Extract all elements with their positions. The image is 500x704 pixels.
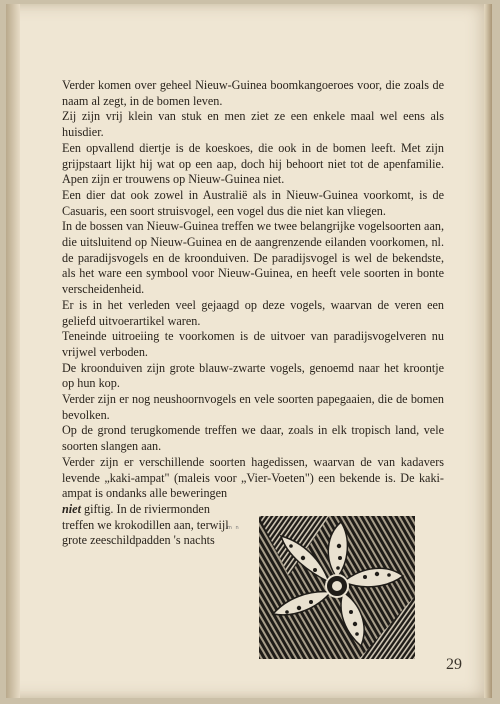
page-spine-shadow xyxy=(6,4,20,698)
paragraph: Een dier dat ook zowel in Australië als in Nieuw-Guinea voorkomt, is de Casuaris, een soort struisvogel, een vogel dus die niet kan vliegen. xyxy=(62,187,444,218)
emphasis-word: niet xyxy=(62,501,81,516)
paragraph: Teneinde uitroeiing te voorkomen is de uitvoer van paradijsvogelveren nu vrijwel verboden. xyxy=(62,329,444,359)
final-paragraph-start: Verder zijn er verschillende soorten hagedissen, waarvan de van kadavers levende „kaki-ampat" (maleis voor „Vier-Voeten") een bekende is. De kaki-ampat is ondanks alle beweringen xyxy=(62,454,444,501)
paragraph: In de bossen van Nieuw-Guinea treffen we twee belangrijke vogelsoorten aan, die uitsluitend op Nieuw-Guinea en de aangrenzende eilanden voorkomen, nl. de paradijsvogels en de kroonduiven. De paradijsvogel is wel de bekendste, als het ware een symbool voor Nieuw-Guinea, en heeft vele soorten in bonte verscheidenheid. xyxy=(62,219,444,297)
paragraph: Een opvallend diertje is de koeskoes, die ook in de bomen leeft. Met zijn grijpstaart lijkt hij wat op een aap, doch hij behoort niet tot de apenfamilie. Apen zijn er trouwens op Nieuw-Guinea niet. xyxy=(62,140,444,187)
paragraph: De kroonduiven zijn grote blauw-zwarte vogels, genoemd naar het kroontje op hun kop. xyxy=(62,360,444,391)
paragraph: Verder komen over geheel Nieuw-Guinea boomkangoeroes voor, die zoals de naam al zegt, in de bomen leven. xyxy=(62,78,444,108)
paragraph: Op de grond terugkomende treffen we daar, zoals in elk tropisch land, vele soorten slangen aan. xyxy=(62,423,444,454)
woodcut-flower-illustration xyxy=(259,516,415,659)
final-paragraph-rest: giftig. In de riviermonden treffen we krokodillen aan, terwijl grote zeeschildpadden 's nachts xyxy=(62,501,229,548)
printer-mark: m n xyxy=(227,525,240,531)
page-edge xyxy=(484,4,492,698)
page-number: 29 xyxy=(446,656,462,673)
final-paragraph-end xyxy=(62,502,230,549)
paragraph: Er is in het verleden veel gejaagd op deze vogels, waarvan de veren een geliefd uitvoerartikel waren. xyxy=(62,297,444,328)
body-text xyxy=(62,78,444,549)
flower-icon xyxy=(259,516,415,659)
paragraph: Verder zijn er nog neushoornvogels en vele soorten papegaaien, die de bomen bevolken. xyxy=(62,392,444,422)
paragraph: Zij zijn vrij klein van stuk en men ziet ze een enkele maal wel eens als huisdier. xyxy=(62,109,444,140)
